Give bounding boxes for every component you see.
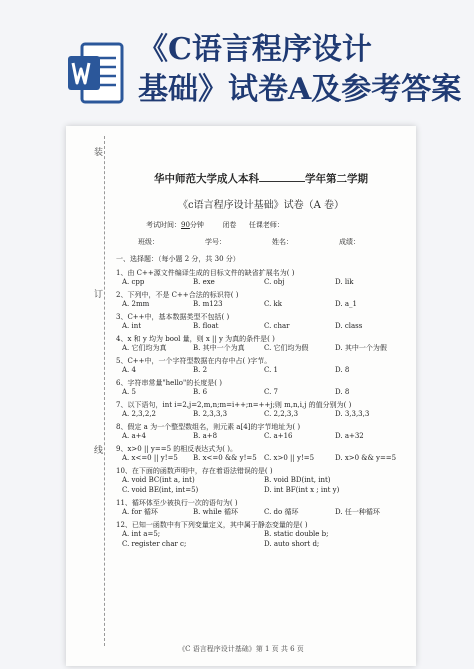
option-c: C. x>0 || y!=5 [264,454,315,462]
question-text: 1、由 C++源文件编译生成的目标文件的缺省扩展名为( ) [116,269,295,277]
option-c: C. do 循环 [264,508,299,516]
binding-mark-ding: 订 [94,286,103,301]
option-b: B. 2,3,3,3 [193,410,228,418]
option-c: C. 7 [264,388,279,396]
exam-content [116,171,406,553]
option-c: C. 1 [264,366,279,374]
banner-title-line1: 《C语言程序设计 [138,32,372,67]
score-label: 成绩： [339,238,360,246]
option-row [122,300,406,309]
option-c: C. register char c; [122,540,187,548]
option-b: B. a+8 [193,432,218,440]
option-a: A. int [122,322,142,330]
option-d: D. class [335,322,363,330]
section-heading: 一、选择题：（每小题 2 分，共 30 分） [116,255,240,263]
option-d: D. lik [335,278,354,286]
option-b: B. while 循环 [193,508,238,516]
school-header [116,171,406,186]
option-a: A. 2mm [122,300,150,308]
binding-mark-zhuang: 装 [94,144,103,159]
option-row [122,366,406,375]
option-c: C. kk [264,300,283,308]
question-text: 2、下列中，不是 C++合法的标识符( ) [116,291,239,299]
option-c: C. char [264,322,290,330]
option-d: D. 任一种循环 [335,508,380,516]
question-text: 7、以下语句，int i=2,j=2,m,n;m=i++;n=++j;则 m,n,i,j 的值分别为( ) [116,401,352,409]
banner-title [138,30,474,110]
option-row [122,486,406,495]
option-c: C. 它们均为假 [264,344,309,352]
option-c: C. void BE(int, int=5) [122,486,199,494]
option-a: A. void BC(int a, int) [122,476,195,484]
class-label: 班级： [138,238,159,246]
teacher-label: 任课老师： [248,221,284,229]
time-value: 90 [181,221,190,229]
question-text: 5、C++中，一个字符型数据在内存中占( )字节。 [116,357,272,365]
option-row [122,344,406,353]
binding-line [104,136,105,646]
option-d: D. 其中一个为假 [335,344,387,352]
option-row [122,476,406,485]
option-d: D. auto short d; [264,540,320,548]
option-row [122,410,406,419]
option-b: B. 2 [193,366,208,374]
year-blank [259,172,305,182]
option-row [122,388,406,397]
option-a: A. 它们均为真 [122,344,167,352]
question-text: 3、C++中，基本数据类型不包括( ) [116,313,230,321]
option-c: C. a+16 [264,432,293,440]
closed-book: 闭卷 [222,221,237,229]
option-b: B. static double b; [264,530,329,538]
exam-page [66,126,416,666]
student-id-label: 学号： [205,238,226,246]
option-d: D. 8 [335,388,350,396]
paper-title: 《c语言程序设计基础》试卷（A 卷） [177,200,344,211]
student-info [116,237,406,247]
question-text: 11、循环体至少被执行一次的语句为( ) [116,499,238,507]
option-a: A. x<=0 || y!=5 [122,454,178,462]
option-a: A. 5 [122,388,136,396]
option-row [122,322,406,331]
question-text: 9、x>0 || y==5 的相反表达式为( )。 [116,445,237,453]
option-d: D. int BF(int x ; int y) [264,486,340,494]
question-text: 12、已知一函数中有下列变量定义，其中属于静态变量的是( ) [116,521,308,529]
option-b: B. void BD(int, int) [264,476,331,484]
exam-meta [116,220,406,230]
option-d: D. x>0 && y==5 [335,454,397,462]
option-c: C. obj [264,278,285,286]
option-b: B. m123 [193,300,223,308]
option-a: A. cpp [122,278,145,286]
time-label: 考试时间： [146,221,181,229]
banner-title-line2: 基础》试卷A及参考答案 [138,72,462,107]
option-b: B. 其中一个为真 [193,344,245,352]
option-d: D. 3,3,3,3 [335,410,370,418]
option-a: A. 2,3,2,2 [122,410,156,418]
binding-mark-xian: 线 [94,442,103,457]
option-c: C. 2,2,3,3 [264,410,299,418]
option-a: A. a+4 [122,432,146,440]
question-text: 10、在下面的函数声明中，存在着语法错误的是( ) [116,467,273,475]
option-row [122,278,406,287]
option-b: B. float [193,322,219,330]
option-d: D. 8 [335,366,350,374]
question-list [116,269,406,549]
option-b: B. 6 [193,388,208,396]
question-text: 8、假定 a 为一个整型数组名，则元素 a[4]的字节地址为( ) [116,423,301,431]
option-row [122,454,406,463]
option-row [122,432,406,441]
option-d: D. a+32 [335,432,364,440]
banner [0,0,474,118]
word-document-icon [68,40,124,106]
question-text: 6、字符串常量"hello"的长度是( ) [116,379,222,387]
option-b: B. exe [193,278,215,286]
option-row [122,540,406,549]
option-a: A. for 循环 [122,508,158,516]
option-a: A. 4 [122,366,136,374]
option-b: B. x<=0 && y!=5 [193,454,257,462]
option-row [122,530,406,539]
option-row [122,508,406,517]
time-unit: 分钟 [189,221,204,229]
option-a: A. int a=5; [122,530,161,538]
semester: 学年第二学期 [305,173,368,185]
question-text: 4、x 和 y 均为 bool 量，则 x || y 为真的条件是( ) [116,335,275,343]
page-footer: 《C 语言程序设计基础》第 1 页 共 6 页 [178,645,304,653]
school-name: 华中师范大学成人本科 [154,173,259,185]
option-d: D. a_1 [335,300,357,308]
name-label: 姓名： [272,238,293,246]
